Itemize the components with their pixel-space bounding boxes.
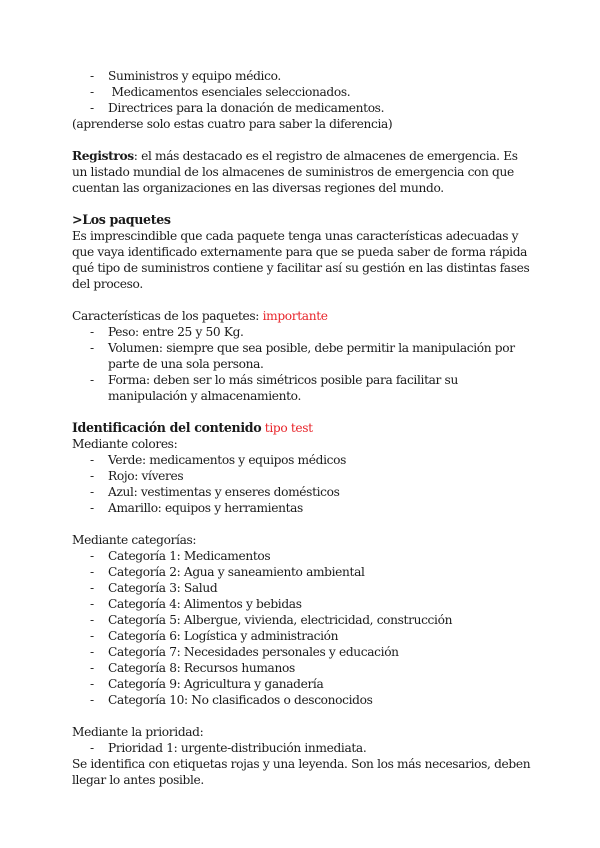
list-item: - Azul: vestimentas y enseres domésticos [90,485,340,499]
dash-bullet: - [90,469,94,483]
list-item: - Categoría 3: Salud [90,581,218,595]
list-item: - Amarillo: equipos y herramientas [90,501,303,515]
list-item: - Categoría 6: Logística y administración [90,629,339,643]
importante-tag: importante [262,309,328,323]
dash-bullet: - [90,597,94,611]
list-item: - Categoría 5: Albergue, vivienda, electricidad, construcción [90,613,453,627]
dash-bullet: - [90,629,94,643]
dash-bullet: - [90,101,94,115]
list-item: - Categoría 1: Medicamentos [90,549,271,563]
intro-list [72,68,532,116]
dash-bullet: - [90,69,94,83]
registros-label: Registros [72,149,134,163]
tipo-test-tag: tipo test [261,421,313,435]
list-item: - Categoría 8: Recursos humanos [90,661,295,675]
colores-label: Mediante colores: [72,437,178,451]
list-item: - Medicamentos esenciales seleccionados. [90,85,351,99]
caracteristicas-label: Características de los paquetes: importante [72,309,328,323]
list-item: - Peso: entre 25 y 50 Kg. [90,325,244,339]
dash-bullet: - [90,613,94,627]
identificacion-heading: Identificación del contenido tipo test [72,420,313,435]
list-item: - Categoría 7: Necesidades personales y educación [90,645,399,659]
paquetes-heading: >Los paquetes [72,212,171,227]
list-item: - Suministros y equipo médico. [90,69,281,83]
list-item: - Verde: medicamentos y equipos médicos [90,453,346,467]
paquetes-text: Es imprescindible que cada paquete tenga unas características adecuadas y que vaya identificado externamente para que se pueda saber de forma rápida qué tipo de suministros contiene y facilitar así su gestión en las distintas fases del proceso. [72,229,530,291]
categorias-label: Mediante categorías: [72,533,197,547]
list-item: - Categoría 9: Agricultura y ganadería [90,677,324,691]
intro-note: (aprenderse solo estas cuatro para saber la diferencia) [72,117,393,131]
list-item: - Prioridad 1: urgente-distribución inmediata. [90,741,367,755]
dash-bullet: - [90,341,94,355]
dash-bullet: - [90,677,94,691]
dash-bullet: - [90,693,94,707]
dash-bullet: - [90,325,94,339]
prioridad-label: Mediante la prioridad: [72,725,204,739]
prioridad-list [72,740,532,756]
registros-text: : el más destacado es el registro de almacenes de emergencia. Es un listado mundial de los almacenes de suministros de emergencia con que cuentan las organizaciones en las diversas regiones del mundo. [72,149,518,195]
list-item: - Categoría 2: Agua y saneamiento ambiental [90,565,365,579]
dash-bullet: - [90,661,94,675]
list-item: - Rojo: víveres [90,469,184,483]
caracteristicas-list [72,324,532,404]
dash-bullet: - [90,741,94,755]
list-item: - Directrices para la donación de medicamentos. [90,101,385,115]
list-item: - Forma: deben ser lo más simétricos posible para facilitar su manipulación y almacenamiento. [90,373,458,403]
list-item: - Categoría 4: Alimentos y bebidas [90,597,302,611]
document-page [72,68,532,788]
dash-bullet: - [90,453,94,467]
dash-bullet: - [90,501,94,515]
list-item: - Volumen: siempre que sea posible, debe permitir la manipulación por parte de una sola persona. [90,341,515,371]
dash-bullet: - [90,549,94,563]
dash-bullet: - [90,581,94,595]
dash-bullet: - [90,373,94,387]
dash-bullet: - [90,565,94,579]
dash-bullet: - [90,485,94,499]
categorias-list [72,548,532,708]
dash-bullet: - [90,85,94,99]
dash-bullet: - [90,645,94,659]
colores-list [72,452,532,516]
registros-paragraph [72,148,532,196]
prioridad-note: Se identifica con etiquetas rojas y una leyenda. Son los más necesarios, deben llegar lo antes posible. [72,757,531,787]
list-item: - Categoría 10: No clasificados o desconocidos [90,693,373,707]
